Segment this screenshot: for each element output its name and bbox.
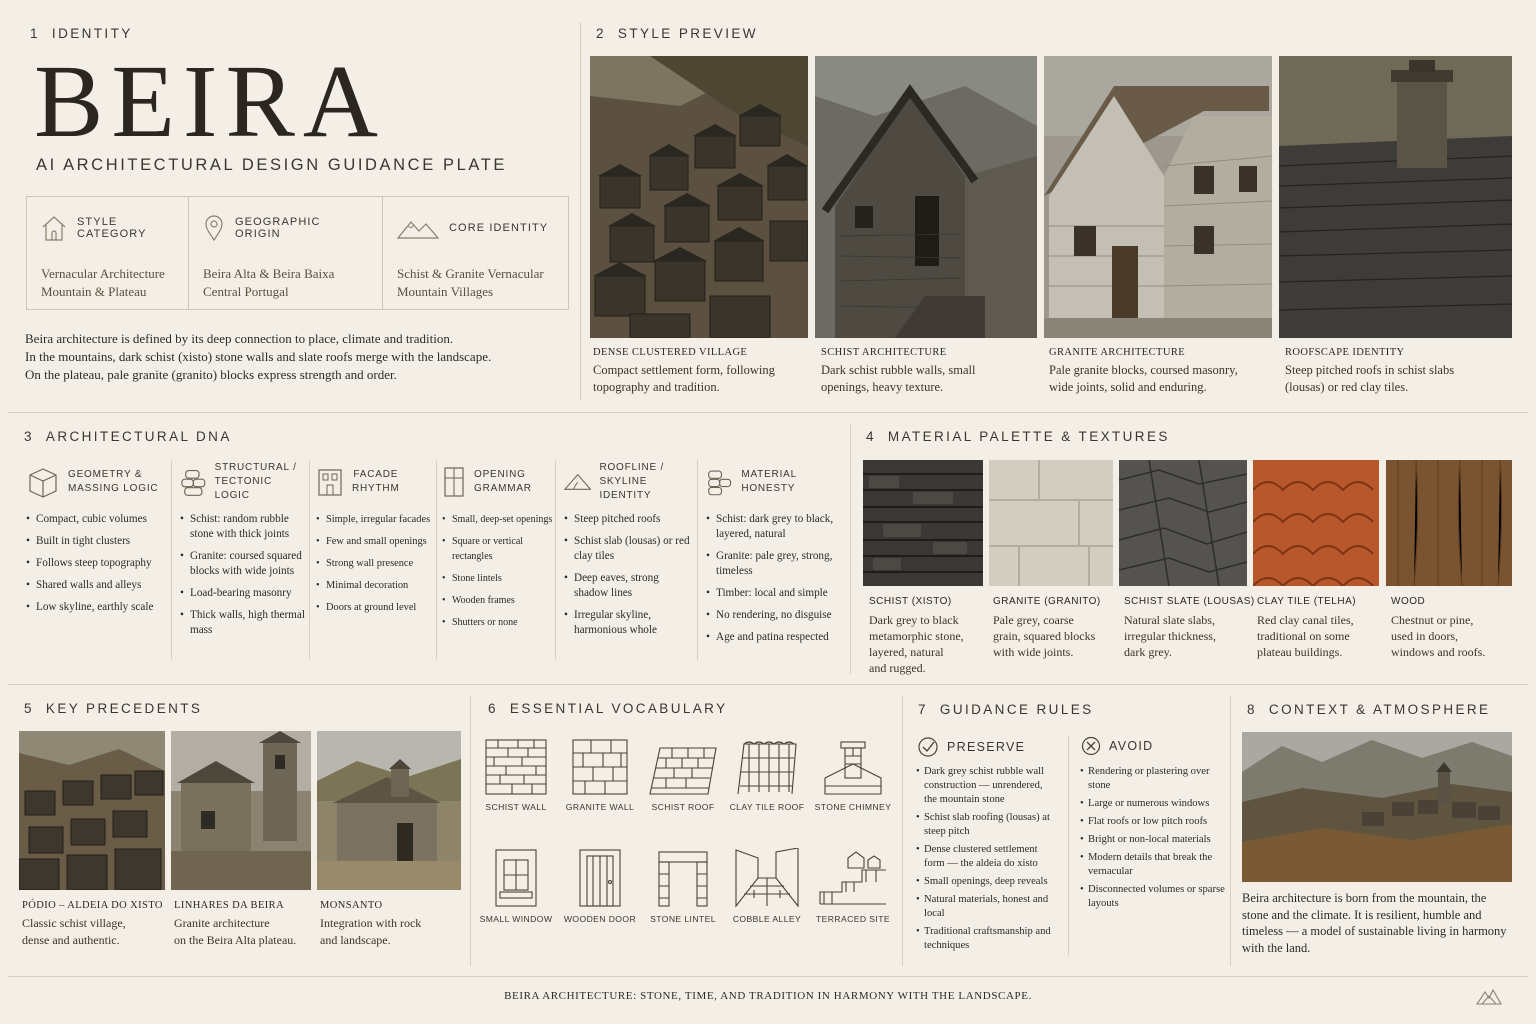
- dna-facade-item: • Doors at ground level: [316, 600, 434, 615]
- materials-section-title: 4 MATERIAL PALETTE & TEXTURES: [866, 429, 1170, 444]
- dna-facade-label: FACADE: [353, 469, 399, 480]
- dna-opening-column: OPENING GRAMMAR • Small, deep-set openings • Square or vertical rectangles • Stone lintels • Wooden frames • Shutters or none: [442, 458, 554, 664]
- dna-facade-item: • Few and small openings: [316, 534, 434, 549]
- dna-roofline-item: • Schist slab (lousas) or red clay tiles: [564, 534, 694, 564]
- dna-geometry-column: GEOMETRY & MASSING LOGIC • Compact, cubic volumes • Built in tight clusters • Follows steep topography • Shared walls and alleys • Low skyline, earthly scale: [26, 458, 166, 664]
- preserve-item: • Schist slab roofing (lousas) at steep pitch: [916, 811, 1058, 839]
- avoid-header: AVOID: [1081, 736, 1153, 756]
- roof-icon: [564, 470, 591, 494]
- preview-caption-title-3: GRANITE ARCHITECTURE: [1049, 347, 1186, 358]
- dna-opening-item: • Shutters or none: [442, 615, 554, 630]
- material-title-clay: CLAY TILE (TELHA): [1257, 596, 1357, 607]
- clay-tile-roof-icon: [734, 738, 800, 796]
- preview-caption-title-4: ROOFSCAPE IDENTITY: [1285, 347, 1405, 358]
- schist-roof-icon: [648, 738, 718, 796]
- clustered-village-photo: [590, 56, 808, 338]
- dna-facade-item: • Simple, irregular facades: [316, 512, 434, 527]
- dna-geometry-item: • Low skyline, earthly scale: [26, 600, 166, 615]
- material-desc-clay: Red clay canal tiles, traditional on some plateau buildings.: [1257, 613, 1354, 659]
- brand-title: BEIRA: [34, 44, 386, 159]
- dna-geometry-label: GEOMETRY &: [68, 469, 143, 480]
- material-title-wood: WOOD: [1391, 596, 1426, 607]
- preserve-item: • Small openings, deep reveals: [916, 875, 1058, 889]
- material-desc-schist: Dark grey to black metamorphic stone, layered, natural and rugged.: [869, 613, 964, 675]
- dna-column-separator: [309, 460, 310, 660]
- preserve-item: • Natural materials, honest and local: [916, 893, 1058, 921]
- dna-column-separator: [697, 460, 698, 660]
- small-window-icon: [494, 848, 538, 908]
- preview-caption-title-1: DENSE CLUSTERED VILLAGE: [593, 347, 748, 358]
- granite-wall-icon: [571, 738, 629, 796]
- vocab-label: CLAY TILE ROOF: [729, 802, 805, 812]
- dna-opening-item: • Small, deep-set openings: [442, 512, 554, 527]
- preview-caption-title-2: SCHIST ARCHITECTURE: [821, 347, 947, 358]
- precedent-title-linhares: LINHARES DA BEIRA: [174, 900, 285, 911]
- vocab-stone-lintel: [641, 848, 725, 924]
- vocab-granite-wall: [558, 738, 642, 812]
- vocab-label: STONE LINTEL: [650, 914, 716, 924]
- identity-intro-paragraph: Beira architecture is defined by its deep connection to place, climate and tradition. In the mountains, dark schist (xisto) stone walls and slate roofs merge with the landscape. On the plateau, pale granite (granito) blocks express strength and order.: [25, 331, 492, 382]
- cobble-alley-icon: [734, 848, 800, 908]
- dna-column-separator: [171, 460, 172, 660]
- chimney-icon: [823, 738, 883, 796]
- dna-material-column: [706, 458, 844, 664]
- dna-material-item: • Age and patina respected: [706, 630, 844, 645]
- core-identity-value: Schist & Granite Vernacular Mountain Villages: [397, 266, 544, 299]
- dna-material-item: • Granite: pale grey, strong, timeless: [706, 549, 844, 579]
- precedent-title-monsanto: MONSANTO: [320, 900, 383, 911]
- stone-lintel-icon: [655, 848, 711, 908]
- dna-structural-label: STRUCTURAL /: [214, 462, 297, 473]
- dna-geometry-item: • Follows steep topography: [26, 556, 166, 571]
- avoid-item: • Rendering or plastering over stone: [1080, 765, 1226, 793]
- dna-structural-item: • Schist: random rubble stone with thick joints: [180, 512, 306, 542]
- avoid-item: • Modern details that break the vernacular: [1080, 851, 1226, 879]
- check-circle-icon: [917, 736, 939, 758]
- cube-icon: [26, 465, 60, 499]
- avoid-item: • Bright or non-local materials: [1080, 833, 1226, 847]
- vocab-label: SCHIST WALL: [485, 802, 547, 812]
- vocab-stone-chimney: [811, 738, 895, 812]
- wood-swatch: [1386, 460, 1512, 586]
- preview-caption-4: Steep pitched roofs in schist slabs (lousas) or red clay tiles.: [1285, 363, 1455, 394]
- preserve-header: PRESERVE: [917, 736, 1025, 758]
- preserve-list: [916, 765, 1058, 957]
- house-icon: [41, 214, 67, 242]
- material-desc-granite: Pale grey, coarse grain, squared blocks with wide joints.: [993, 613, 1096, 659]
- precedents-section-title: 5 KEY PRECEDENTS: [24, 701, 203, 716]
- stone-blocks-icon: [706, 467, 733, 497]
- geographic-origin-cell: [189, 197, 383, 309]
- dna-geometry-item: • Shared walls and alleys: [26, 578, 166, 593]
- stones-icon: [180, 467, 207, 497]
- geographic-origin-label: GEOGRAPHIC ORIGIN: [235, 216, 321, 240]
- precedents-vocab-divider: [470, 696, 471, 966]
- dna-section-title: 3 ARCHITECTURAL DNA: [24, 429, 232, 444]
- vocab-label: SMALL WINDOW: [479, 914, 553, 924]
- vocab-rules-divider: [902, 696, 903, 966]
- avoid-item: • Flat roofs or low pitch roofs: [1080, 815, 1226, 829]
- plate-subtitle: AI ARCHITECTURAL DESIGN GUIDANCE PLATE: [36, 156, 508, 174]
- rules-section-title: 7 GUIDANCE RULES: [918, 702, 1094, 717]
- identity-section-title: 1 IDENTITY: [30, 26, 133, 41]
- location-pin-icon: [203, 214, 225, 242]
- vocabulary-section-title: 6 ESSENTIAL VOCABULARY: [488, 701, 728, 716]
- vocab-label: STONE CHIMNEY: [814, 802, 892, 812]
- preview-caption-3: Pale granite blocks, coursed masonry, wide joints, solid and enduring.: [1049, 363, 1238, 394]
- context-section-title: 8 CONTEXT & ATMOSPHERE: [1247, 702, 1491, 717]
- avoid-item: • Disconnected volumes or sparse layouts: [1080, 883, 1226, 911]
- schist-wall-icon: [484, 738, 548, 796]
- mountains-icon: [397, 216, 439, 240]
- dna-roofline-item: • Irregular skyline, harmonious whole: [564, 608, 694, 638]
- dna-structural-item: • Thick walls, high thermal mass: [180, 608, 306, 638]
- dna-material-item: • No rendering, no disguise: [706, 608, 844, 623]
- preview-section-title: 2 STYLE PREVIEW: [596, 26, 758, 41]
- preserve-item: • Traditional craftsmanship and techniques: [916, 925, 1058, 953]
- vocab-label: GRANITE WALL: [565, 802, 635, 812]
- preview-caption-2: Dark schist rubble walls, small openings, heavy texture.: [821, 363, 976, 394]
- dna-opening-item: • Stone lintels: [442, 571, 554, 586]
- wooden-door-icon: [578, 848, 622, 908]
- top-divider: [8, 412, 1528, 413]
- preserve-item: • Dark grey schist rubble wall construction — unrendered, the mountain stone: [916, 765, 1058, 807]
- dna-geometry-item: • Built in tight clusters: [26, 534, 166, 549]
- dna-roofline-label: ROOFLINE /: [599, 462, 665, 473]
- facade-icon: [316, 467, 344, 497]
- vocab-label: WOODEN DOOR: [563, 914, 637, 924]
- granite-house-photo: [1044, 56, 1272, 338]
- precedent-title-podio: PÓDIO – ALDEIA DO XISTO: [22, 900, 163, 911]
- vocab-label: TERRACED SITE: [816, 914, 890, 924]
- vocab-schist-wall: [474, 738, 558, 812]
- context-landscape-photo: [1242, 732, 1512, 882]
- vocab-cobble-alley: [725, 848, 809, 924]
- identity-preview-divider: [580, 22, 581, 400]
- dna-column-separator: [555, 460, 556, 660]
- precedent-desc-monsanto: Integration with rock and landscape.: [320, 916, 422, 947]
- dna-opening-label: OPENING: [474, 469, 526, 480]
- dna-roofline-item: • Steep pitched roofs: [564, 512, 694, 527]
- schist-house-photo: [815, 56, 1037, 338]
- footer-tagline: BEIRA ARCHITECTURE: STONE, TIME, AND TRADITION IN HARMONY WITH THE LANDSCAPE.: [504, 990, 1032, 1002]
- material-desc-slate: Natural slate slabs, irregular thickness, dark grey.: [1124, 613, 1216, 659]
- geographic-origin-value: Beira Alta & Beira Baixa Central Portugal: [203, 266, 335, 299]
- dna-column-separator: [436, 460, 437, 660]
- dna-opening-item: • Square or vertical rectangles: [442, 534, 554, 564]
- podio-photo: [19, 731, 165, 890]
- dna-opening-item: • Wooden frames: [442, 593, 554, 608]
- schist-swatch: [863, 460, 983, 586]
- terraced-site-icon: [818, 848, 888, 908]
- vocab-label: SCHIST ROOF: [651, 802, 715, 812]
- dna-structural-item: • Granite: coursed squared blocks with wide joints: [180, 549, 306, 579]
- roofscape-photo: [1279, 56, 1512, 338]
- cross-circle-icon: [1081, 736, 1101, 756]
- slate-swatch: [1119, 460, 1247, 586]
- style-category-value: Vernacular Architecture Mountain & Plateau: [41, 266, 165, 299]
- material-desc-wood: Chestnut or pine, used in doors, windows and roofs.: [1391, 613, 1486, 659]
- dna-material-item: • Schist: dark grey to black, layered, natural: [706, 512, 844, 542]
- dna-facade-item: • Strong wall presence: [316, 556, 434, 571]
- rules-column-separator: [1068, 736, 1069, 956]
- linhares-photo: [171, 731, 311, 890]
- dna-material-divider: [850, 424, 851, 674]
- dna-roofline-item: • Deep eaves, strong shadow lines: [564, 571, 694, 601]
- vocab-label: COBBLE ALLEY: [732, 914, 802, 924]
- window-icon: [442, 466, 466, 498]
- vocab-schist-roof: [641, 738, 725, 812]
- rules-context-divider: [1230, 696, 1231, 966]
- identity-info-box: [26, 196, 569, 310]
- monsanto-photo: [317, 731, 461, 890]
- material-title-schist: SCHIST (XISTO): [869, 596, 952, 607]
- dna-structural-item: • Load-bearing masonry: [180, 586, 306, 601]
- material-title-granite: GRANITE (GRANITO): [993, 596, 1101, 607]
- dna-roofline-column: ROOFLINE / SKYLINE IDENTITY • Steep pitched roofs • Schist slab (lousas) or red clay tiles • Deep eaves, strong shadow lines • Irregular skyline, harmonious whole: [564, 458, 694, 664]
- mountain-logo-icon: [1476, 986, 1502, 1006]
- avoid-list: [1080, 765, 1226, 915]
- context-paragraph: Beira architecture is born from the mountain, the stone and the climate. It is resilient, humble and timeless — a model of sustainable living in harmony with the land.: [1242, 891, 1507, 955]
- footer-divider: [8, 976, 1528, 977]
- dna-facade-item: • Minimal decoration: [316, 578, 434, 593]
- middle-divider: [8, 684, 1528, 685]
- clay-tile-swatch: [1253, 460, 1379, 586]
- dna-facade-column: FACADE RHYTHM • Simple, irregular facades • Few and small openings • Strong wall presence • Minimal decoration • Doors at ground level: [316, 458, 434, 664]
- core-identity-label: CORE IDENTITY: [449, 222, 549, 234]
- vocab-terraced-site: [811, 848, 895, 924]
- vocab-small-window: [474, 848, 558, 924]
- granite-swatch: [989, 460, 1113, 586]
- precedent-desc-podio: Classic schist village, dense and authentic.: [22, 916, 126, 947]
- dna-material-label: MATERIAL HONESTY: [741, 469, 797, 494]
- preserve-item: • Dense clustered settlement form — the aldeia do xisto: [916, 843, 1058, 871]
- dna-geometry-item: • Compact, cubic volumes: [26, 512, 166, 527]
- material-title-slate: SCHIST SLATE (LOUSAS): [1124, 596, 1255, 607]
- dna-material-item: • Timber: local and simple: [706, 586, 844, 601]
- style-category-cell: [27, 197, 189, 309]
- precedent-desc-linhares: Granite architecture on the Beira Alta plateau.: [174, 916, 297, 947]
- style-category-label: STYLE CATEGORY: [77, 216, 147, 240]
- vocab-clay-tile-roof: [725, 738, 809, 812]
- dna-structural-column: STRUCTURAL / TECTONIC LOGIC • Schist: random rubble stone with thick joints • Granite: coursed squared blocks with wide joints • Load-bearing masonry • Thick walls, high thermal mass: [180, 458, 306, 664]
- vocab-wooden-door: [558, 848, 642, 924]
- core-identity-cell: [383, 197, 568, 309]
- preview-caption-1: Compact settlement form, following topography and tradition.: [593, 363, 775, 394]
- avoid-item: • Large or numerous windows: [1080, 797, 1226, 811]
